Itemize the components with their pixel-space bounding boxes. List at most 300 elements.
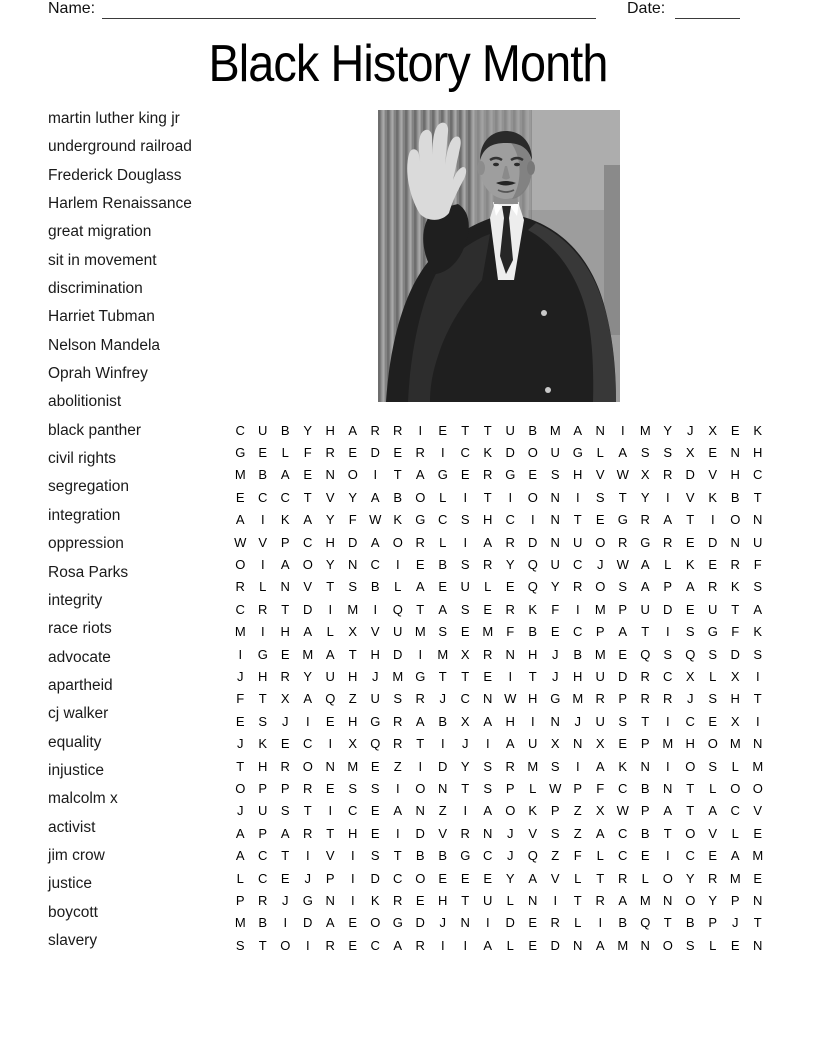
grid-letter: T [461,668,470,684]
grid-letter: H [528,691,538,707]
grid-letter: K [528,803,538,819]
grid-letter: R [415,445,425,461]
grid-letter: O [685,758,696,774]
grid-letter: A [325,915,335,931]
grid-letter: U [528,736,538,752]
grid-letter: E [528,937,538,953]
grid-letter: U [708,601,718,617]
date-blank-line [675,1,740,19]
grid-letter: I [755,713,760,729]
grid-letter: Y [708,892,718,908]
grid-letter: A [235,848,245,864]
grid-letter: T [416,736,425,752]
grid-letter: C [573,557,583,573]
grid-letter: I [553,892,558,908]
grid-letter: F [348,512,357,528]
grid-letter: I [575,601,580,617]
grid-letter: S [618,579,628,595]
grid-letter: X [460,713,470,729]
grid-letter: Z [393,758,402,774]
grid-letter: S [550,758,560,774]
grid-letter: C [438,512,448,528]
grid-letter: I [755,668,760,684]
grid-letter: T [686,512,695,528]
grid-letter: E [325,780,335,796]
grid-letter: I [395,557,400,573]
word-list-item: activist [48,818,96,836]
grid-letter: V [685,489,695,505]
grid-letter: K [618,758,628,774]
grid-letter: B [258,915,268,931]
grid-letter: R [235,579,245,595]
grid-letter: A [325,646,335,662]
grid-letter: I [260,512,265,528]
grid-letter: H [280,624,290,640]
grid-letter: N [550,713,560,729]
grid-letter: S [348,579,358,595]
grid-letter: F [596,780,605,796]
grid-letter: F [551,601,560,617]
grid-letter: T [753,915,762,931]
grid-letter: T [258,691,267,707]
grid-letter: R [595,892,605,908]
grid-letter: J [237,736,244,752]
grid-letter: B [640,825,650,841]
grid-letter: A [370,534,380,550]
grid-letter: N [550,489,560,505]
grid-letter: S [460,512,470,528]
grid-letter: N [595,422,605,438]
grid-letter: A [595,825,605,841]
grid-letter: O [662,870,673,886]
grid-letter: E [550,624,560,640]
grid-letter: I [350,892,355,908]
grid-letter: G [505,467,516,483]
grid-letter: D [415,915,425,931]
grid-letter: R [663,467,673,483]
grid-letter: Y [460,758,470,774]
grid-letter: C [730,803,740,819]
grid-letter: K [528,601,538,617]
grid-letter: I [508,668,513,684]
grid-letter: E [415,892,425,908]
grid-letter: R [708,579,718,595]
grid-letter: C [280,489,290,505]
grid-letter: R [505,534,515,550]
grid-letter: N [573,736,583,752]
grid-letter: M [662,736,674,752]
grid-letter: B [370,579,380,595]
grid-letter: K [280,512,290,528]
grid-letter: K [685,557,695,573]
grid-letter: S [550,467,560,483]
grid-letter: E [370,825,380,841]
grid-letter: I [238,646,243,662]
grid-letter: G [415,512,426,528]
grid-letter: N [753,937,763,953]
grid-letter: E [280,646,290,662]
grid-letter: U [640,601,650,617]
grid-letter: I [463,803,468,819]
word-list-item: sit in movement [48,251,157,269]
grid-letter: R [573,579,583,595]
grid-letter: L [709,937,717,953]
grid-letter: H [258,758,268,774]
grid-letter: C [348,803,358,819]
grid-letter: O [730,780,741,796]
name-label: Name: [48,0,96,17]
grid-letter: Q [370,736,381,752]
grid-letter: C [618,780,628,796]
grid-letter: L [439,489,447,505]
grid-letter: E [618,736,628,752]
grid-letter: I [305,713,310,729]
grid-letter: P [235,892,245,908]
grid-letter: C [258,870,268,886]
grid-letter: S [483,758,493,774]
grid-letter: F [236,691,245,707]
grid-letter: X [550,736,560,752]
grid-letter: D [370,870,380,886]
grid-letter: R [280,758,290,774]
grid-letter: A [595,937,605,953]
grid-letter: O [415,870,426,886]
grid-letter: D [618,668,628,684]
word-list-item: great migration [48,223,152,241]
grid-letter: O [685,825,696,841]
grid-letter: B [618,915,628,931]
grid-letter: V [303,579,313,595]
grid-letter: F [753,557,762,573]
grid-letter: T [528,668,537,684]
grid-letter: D [505,445,515,461]
grid-letter: N [415,803,425,819]
word-list-item: Harriet Tubman [48,308,155,326]
grid-letter: L [506,892,514,908]
grid-letter: W [616,557,629,573]
grid-letter: R [415,937,425,953]
grid-letter: I [463,534,468,550]
grid-letter: R [708,870,718,886]
grid-letter: N [505,646,515,662]
word-list-item: underground railroad [48,138,192,156]
grid-letter: C [618,825,628,841]
grid-letter: N [325,467,335,483]
grid-letter: E [415,557,425,573]
grid-letter: B [730,489,740,505]
grid-letter: P [595,624,605,640]
grid-letter: S [460,557,470,573]
grid-letter: H [325,422,335,438]
grid-letter: T [461,422,470,438]
grid-letter: Z [573,803,582,819]
grid-letter: N [663,780,673,796]
grid-letter: C [393,870,403,886]
grid-letter: J [282,713,289,729]
grid-letter: U [595,668,605,684]
grid-letter: Y [663,422,673,438]
word-list-item: Harlem Renaissance [48,195,192,213]
grid-letter: X [685,668,695,684]
grid-letter: L [236,870,244,886]
grid-letter: B [528,624,538,640]
grid-letter: R [415,691,425,707]
grid-letter: O [527,445,538,461]
grid-letter: E [708,713,718,729]
grid-letter: C [258,848,268,864]
grid-letter: G [550,691,561,707]
grid-letter: B [258,467,268,483]
grid-letter: M [594,601,606,617]
grid-letter: S [618,713,628,729]
grid-letter: T [596,870,605,886]
grid-letter: H [258,668,268,684]
grid-letter: H [685,736,695,752]
grid-letter: T [686,803,695,819]
grid-letter: A [393,937,403,953]
grid-letter: R [258,601,268,617]
grid-letter: R [550,915,560,931]
grid-letter: R [640,691,650,707]
grid-letter: Z [348,691,357,707]
grid-letter: D [550,937,560,953]
grid-letter: Q [640,646,651,662]
grid-letter: T [686,780,695,796]
grid-letter: T [393,848,402,864]
grid-letter: N [460,915,470,931]
grid-letter: S [663,646,673,662]
grid-letter: L [641,870,649,886]
word-list-item: equality [48,733,102,751]
grid-letter: A [640,579,650,595]
grid-letter: T [483,422,492,438]
grid-letter: H [370,646,380,662]
grid-letter: F [506,624,515,640]
grid-letter: R [595,691,605,707]
grid-letter: E [685,601,695,617]
grid-letter: T [281,848,290,864]
grid-letter: M [639,892,651,908]
grid-letter: P [258,825,268,841]
grid-letter: O [707,736,718,752]
grid-letter: C [235,422,245,438]
grid-letter: V [595,467,605,483]
mlk-photo [378,110,620,402]
grid-letter: A [618,445,628,461]
grid-letter: Q [640,915,651,931]
grid-letter: J [687,422,694,438]
grid-letter: I [485,736,490,752]
grid-letter: T [438,668,447,684]
grid-letter: J [372,668,379,684]
grid-letter: A [483,534,493,550]
grid-letter: O [415,489,426,505]
grid-letter: X [685,445,695,461]
grid-letter: I [530,713,535,729]
grid-letter: X [460,646,470,662]
grid-letter: L [731,825,739,841]
grid-letter: I [440,736,445,752]
grid-letter: L [731,758,739,774]
word-list-item: Rosa Parks [48,563,129,581]
grid-letter: N [550,534,560,550]
grid-letter: G [707,624,718,640]
grid-letter: E [528,467,538,483]
grid-letter: X [708,422,718,438]
grid-letter: N [730,534,740,550]
grid-letter: J [462,736,469,752]
grid-letter: Y [325,557,335,573]
grid-letter: L [326,624,334,640]
grid-letter: R [663,691,673,707]
grid-letter: W [369,512,382,528]
grid-letter: W [549,780,562,796]
grid-letter: X [595,803,605,819]
grid-letter: C [483,848,493,864]
letter-grid [229,419,769,956]
grid-letter: J [552,646,559,662]
grid-letter: Q [527,579,538,595]
grid-letter: W [616,467,629,483]
grid-letter: B [685,915,695,931]
grid-letter: N [753,512,763,528]
grid-letter: A [483,937,493,953]
grid-letter: J [282,892,289,908]
grid-letter: U [550,445,560,461]
grid-letter: R [393,422,403,438]
grid-letter: M [752,758,764,774]
grid-letter: E [753,870,763,886]
grid-letter: X [730,668,740,684]
grid-letter: H [753,445,763,461]
grid-letter: O [527,489,538,505]
grid-letter: K [730,579,740,595]
grid-letter: L [529,780,537,796]
grid-letter: A [415,579,425,595]
grid-letter: H [730,467,740,483]
grid-letter: S [708,646,718,662]
grid-letter: B [280,422,290,438]
grid-letter: T [483,489,492,505]
mlk-photo-illustration [378,110,620,402]
grid-letter: E [460,870,470,886]
grid-letter: S [753,646,763,662]
grid-letter: N [528,892,538,908]
grid-letter: H [348,825,358,841]
word-list-item: oppression [48,535,124,553]
grid-letter: A [483,803,493,819]
grid-letter: E [483,601,493,617]
grid-letter: O [347,467,358,483]
grid-letter: G [302,892,313,908]
grid-letter: I [395,825,400,841]
grid-letter: S [370,780,380,796]
grid-letter: X [280,691,290,707]
grid-letter: O [505,803,516,819]
grid-letter: L [484,579,492,595]
grid-letter: I [418,758,423,774]
grid-letter: A [595,758,605,774]
grid-letter: C [573,624,583,640]
grid-letter: P [663,579,673,595]
grid-letter: O [235,557,246,573]
grid-letter: R [505,758,515,774]
grid-letter: E [708,848,718,864]
grid-letter: X [595,736,605,752]
grid-letter: C [460,445,470,461]
grid-letter: M [347,758,359,774]
grid-letter: H [438,892,448,908]
grid-letter: J [597,557,604,573]
grid-letter: S [393,691,403,707]
grid-letter: N [730,445,740,461]
word-list-item: martin luther king jr [48,110,180,127]
grid-letter: N [550,512,560,528]
grid-letter: S [595,489,605,505]
grid-letter: K [393,512,403,528]
grid-letter: A [415,713,425,729]
grid-letter: M [617,937,629,953]
grid-letter: D [370,445,380,461]
grid-letter: I [575,489,580,505]
grid-letter: E [460,624,470,640]
grid-letter: I [373,601,378,617]
grid-letter: T [416,601,425,617]
word-list-item: boycott [48,903,98,921]
grid-letter: P [573,780,583,796]
name-blank-line [102,1,596,19]
grid-letter: R [303,825,313,841]
grid-letter: U [393,624,403,640]
grid-letter: S [438,624,448,640]
grid-letter: S [370,848,380,864]
grid-letter: Z [438,803,447,819]
grid-letter: I [260,624,265,640]
grid-letter: L [394,579,402,595]
grid-letter: K [753,422,763,438]
grid-letter: M [234,624,246,640]
grid-letter: J [507,848,514,864]
grid-letter: T [348,646,357,662]
grid-letter: S [640,445,650,461]
grid-letter: M [437,646,449,662]
grid-letter: T [731,601,740,617]
grid-letter: E [235,713,245,729]
grid-letter: H [730,691,740,707]
grid-letter: D [438,758,448,774]
word-list-item: injustice [48,761,104,779]
grid-letter: N [640,937,650,953]
word-list-item: Oprah Winfrey [48,365,148,383]
grid-letter: I [440,445,445,461]
grid-letter: V [550,870,560,886]
grid-letter: T [618,489,627,505]
word-list-item: segregation [48,478,130,496]
grid-letter: O [370,915,381,931]
grid-letter: L [709,780,717,796]
grid-letter: W [504,691,517,707]
grid-letter: X [640,467,650,483]
grid-letter: D [415,825,425,841]
word-list-item: discrimination [48,280,143,298]
grid-letter: E [708,557,718,573]
grid-letter: V [753,803,763,819]
grid-letter: D [528,534,538,550]
grid-letter: T [753,489,762,505]
grid-letter: O [392,534,403,550]
grid-letter: A [370,489,380,505]
grid-letter: J [552,668,559,684]
